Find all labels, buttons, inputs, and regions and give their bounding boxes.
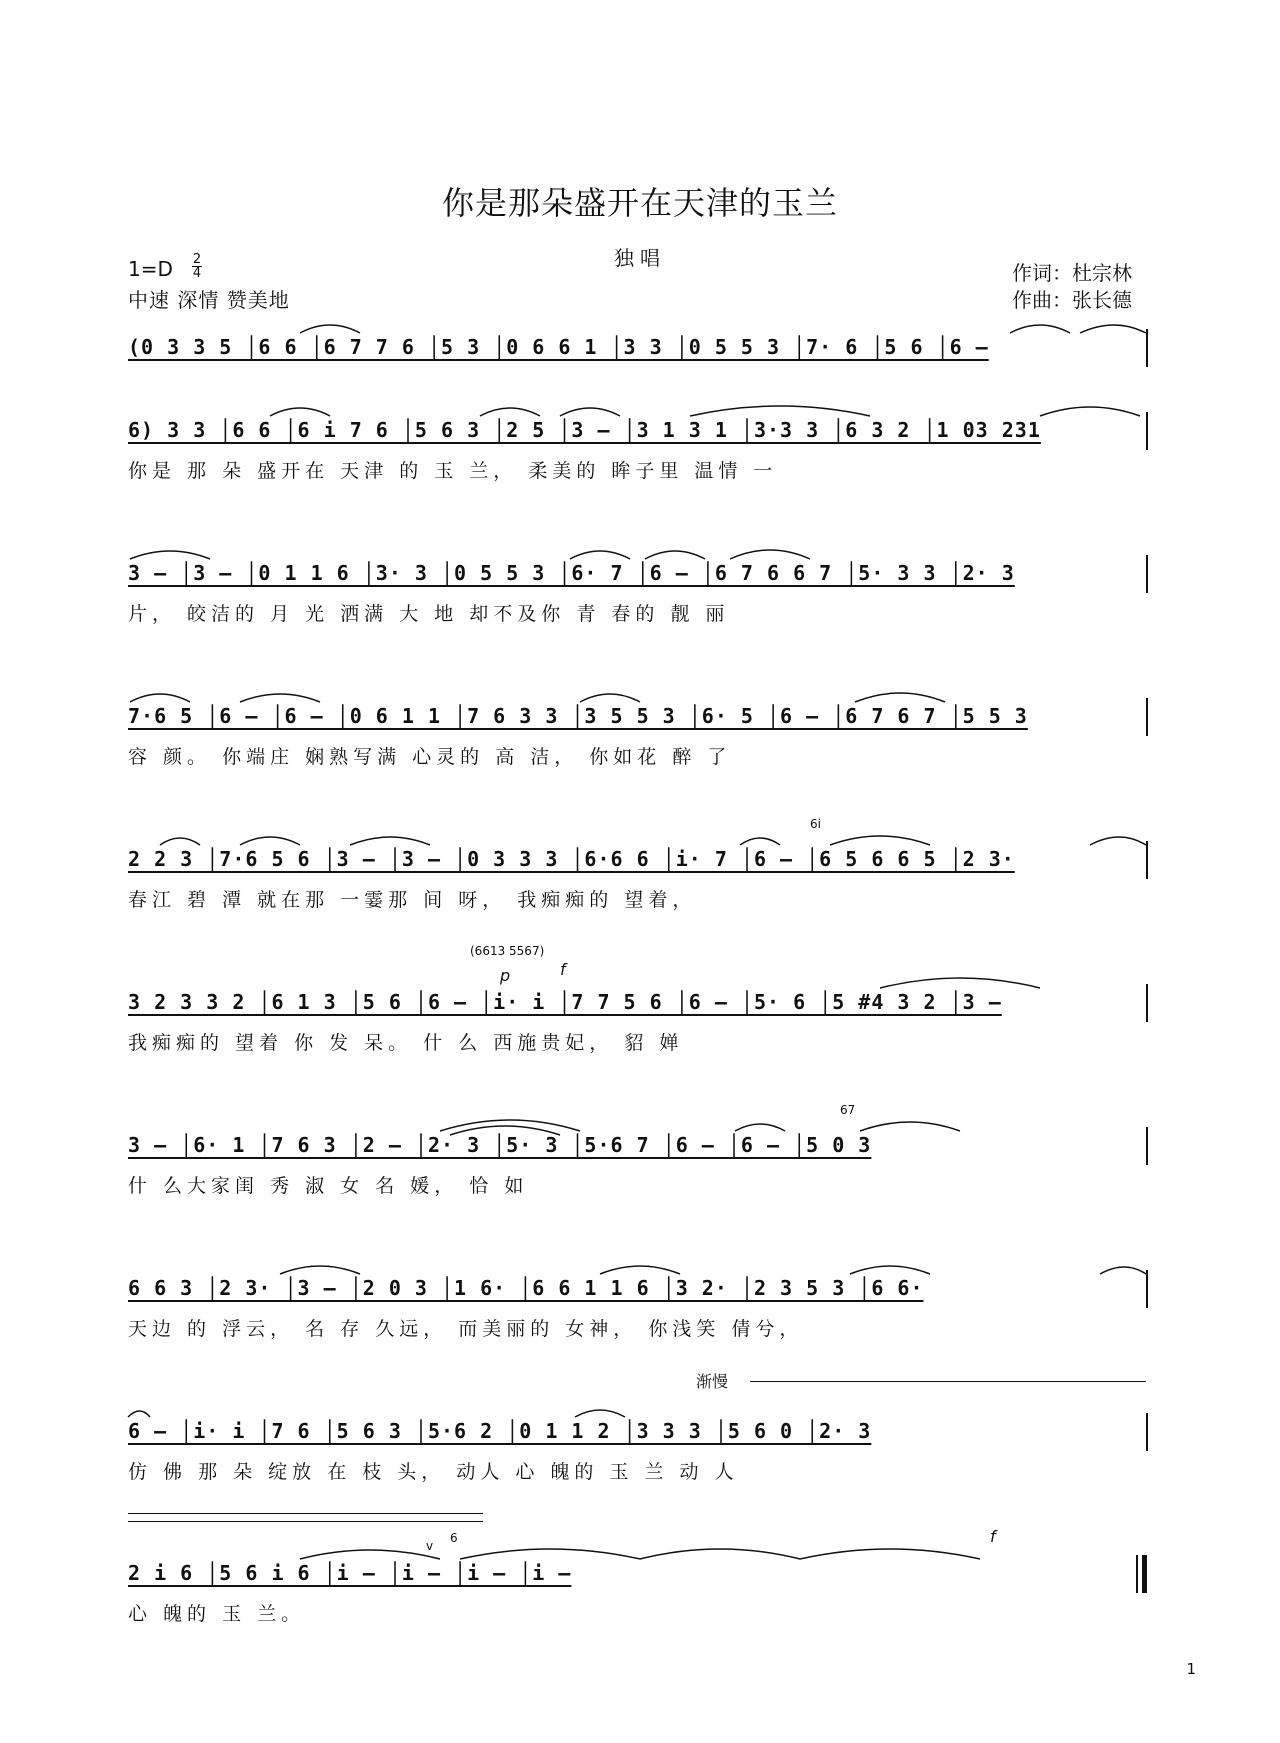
slur-marks: [0, 1250, 1280, 1280]
page-number: 1: [1186, 1660, 1196, 1678]
lyrics-line: 容 颜。 你端庄 娴熟写满 心灵的 高 洁， 你如花 醉 了: [128, 746, 732, 768]
grace-note-67: 67: [840, 1103, 856, 1117]
slur-marks: [0, 821, 1280, 851]
lyricist-credit: 作词：杜宗林: [1012, 261, 1132, 285]
slur-marks: [0, 678, 1280, 708]
lyrics-line: 心 魄的 玉 兰。: [128, 1603, 306, 1625]
time-signature: [192, 253, 202, 280]
song-title: 你是那朵盛开在天津的玉兰: [441, 184, 838, 222]
lyrics-line: 仿 佛 那 朵 绽放 在 枝 头， 动人 心 魄的 玉 兰 动 人: [128, 1461, 739, 1483]
notation-line: 2 2 3 │7·6 5 6 │3 – │3 – │0 3 3 3 │6·6 6 │i· 7 │6 – │6 5 6 6 5 │2 3·: [128, 847, 1015, 871]
lyrics-line: 天边 的 浮云， 名 存 久远， 而美丽的 女神， 你浅笑 倩兮，: [128, 1318, 804, 1340]
slur-marks: [0, 535, 1280, 565]
slur-marks: [0, 1393, 1280, 1423]
slur-marks: [0, 309, 1280, 339]
notation-line: 3 2 3 3 2 │6 1 3 │5 6 │6 – │i· i │7 7 5 6 │6 – │5· 6 │5 #4 3 2 │3 –: [128, 990, 1002, 1014]
slur-marks: [0, 1535, 1280, 1565]
time-signature-top: 2: [192, 252, 202, 267]
time-signature-bottom: 4: [192, 266, 202, 281]
lyrics-line: 我痴痴的 望着 你 发 呆。 什 么 西施贵妃， 貂 婵: [128, 1032, 684, 1054]
key-signature: 1=D: [128, 257, 173, 281]
notation-line: 3 – │3 – │0 1 1 6 │3· 3 │0 5 5 3 │6· 7 │6 – │6 7 6 6 7 │5· 3 3 │2· 3: [128, 561, 1015, 585]
notation-line: 7·6 5 │6 – │6 – │0 6 1 1 │7 6 3 3 │3 5 5 3 │6· 5 │6 – │6 7 6 7 │5 5 3: [128, 704, 1028, 728]
lyrics-line: 什 么大家闺 秀 淑 女 名 媛， 恰 如: [128, 1175, 529, 1197]
notation-line: 6 6 3 │2 3· │3 – │2 0 3 │1 6· │6 6 1 1 6 │3 2· │2 3 5 3 │6 6·: [128, 1276, 924, 1300]
notation-line: 2 i 6 │5 6 i 6 │i – │i – │i – │i –: [128, 1561, 572, 1585]
slur-marks: [0, 392, 1280, 422]
grace-note-6i: 6i: [810, 817, 821, 831]
lyrics-line: 你是 那 朵 盛开在 天津 的 玉 兰， 柔美的 眸子里 温情 一: [128, 460, 778, 482]
grace-note-6: 6: [450, 1531, 458, 1545]
dim-line: [750, 1381, 1146, 1382]
lyrics-line: 片， 皎洁的 月 光 洒满 大 地 却不及你 青 春的 靓 丽: [128, 603, 730, 625]
notation-line: 6) 3 3 │6 6 │6 i 7 6 │5 6 3 │2 5 │3 – │3 1 3 1 │3·3 3 │6 3 2 │1 03 231: [128, 418, 1041, 442]
tempo-marking: 中速 深情 赞美地: [128, 288, 290, 312]
notation-line: (0 3 3 5 │6 6 │6 7 7 6 │5 3 │0 6 6 1 │3 3 │0 5 5 3 │7· 6 │5 6 │6 –: [128, 335, 989, 359]
slur-marks: [0, 964, 1280, 994]
dynamic-forte-end: f: [990, 1527, 996, 1546]
lyrics-line: 春江 碧 潭 就在那 一霎那 间 呀， 我痴痴的 望着，: [128, 889, 697, 911]
notation-line: 6 – │i· i │7 6 │5 6 3 │5·6 2 │0 1 1 2 │3 3 3 │5 6 0 │2· 3: [128, 1419, 872, 1443]
notation-line: 3 – │6· 1 │7 6 3 │2 – │2· 3 │5· 3 │5·6 7 │6 – │6 – │5 0 3: [128, 1133, 872, 1157]
performance-type: 独唱: [614, 246, 666, 270]
ritardando-marking: 渐慢: [696, 1372, 729, 1391]
dynamic-forte: f: [560, 960, 566, 979]
composer-credit: 作曲：张长德: [1012, 288, 1132, 312]
slur-marks: [0, 1107, 1280, 1137]
ossia-passage: (6613 5567): [470, 944, 545, 958]
dim-line-continued-upper: [128, 1513, 483, 1514]
breath-mark: v: [426, 1539, 434, 1553]
dim-line-continued-lower: [128, 1521, 483, 1522]
dynamic-piano: p: [500, 966, 511, 985]
